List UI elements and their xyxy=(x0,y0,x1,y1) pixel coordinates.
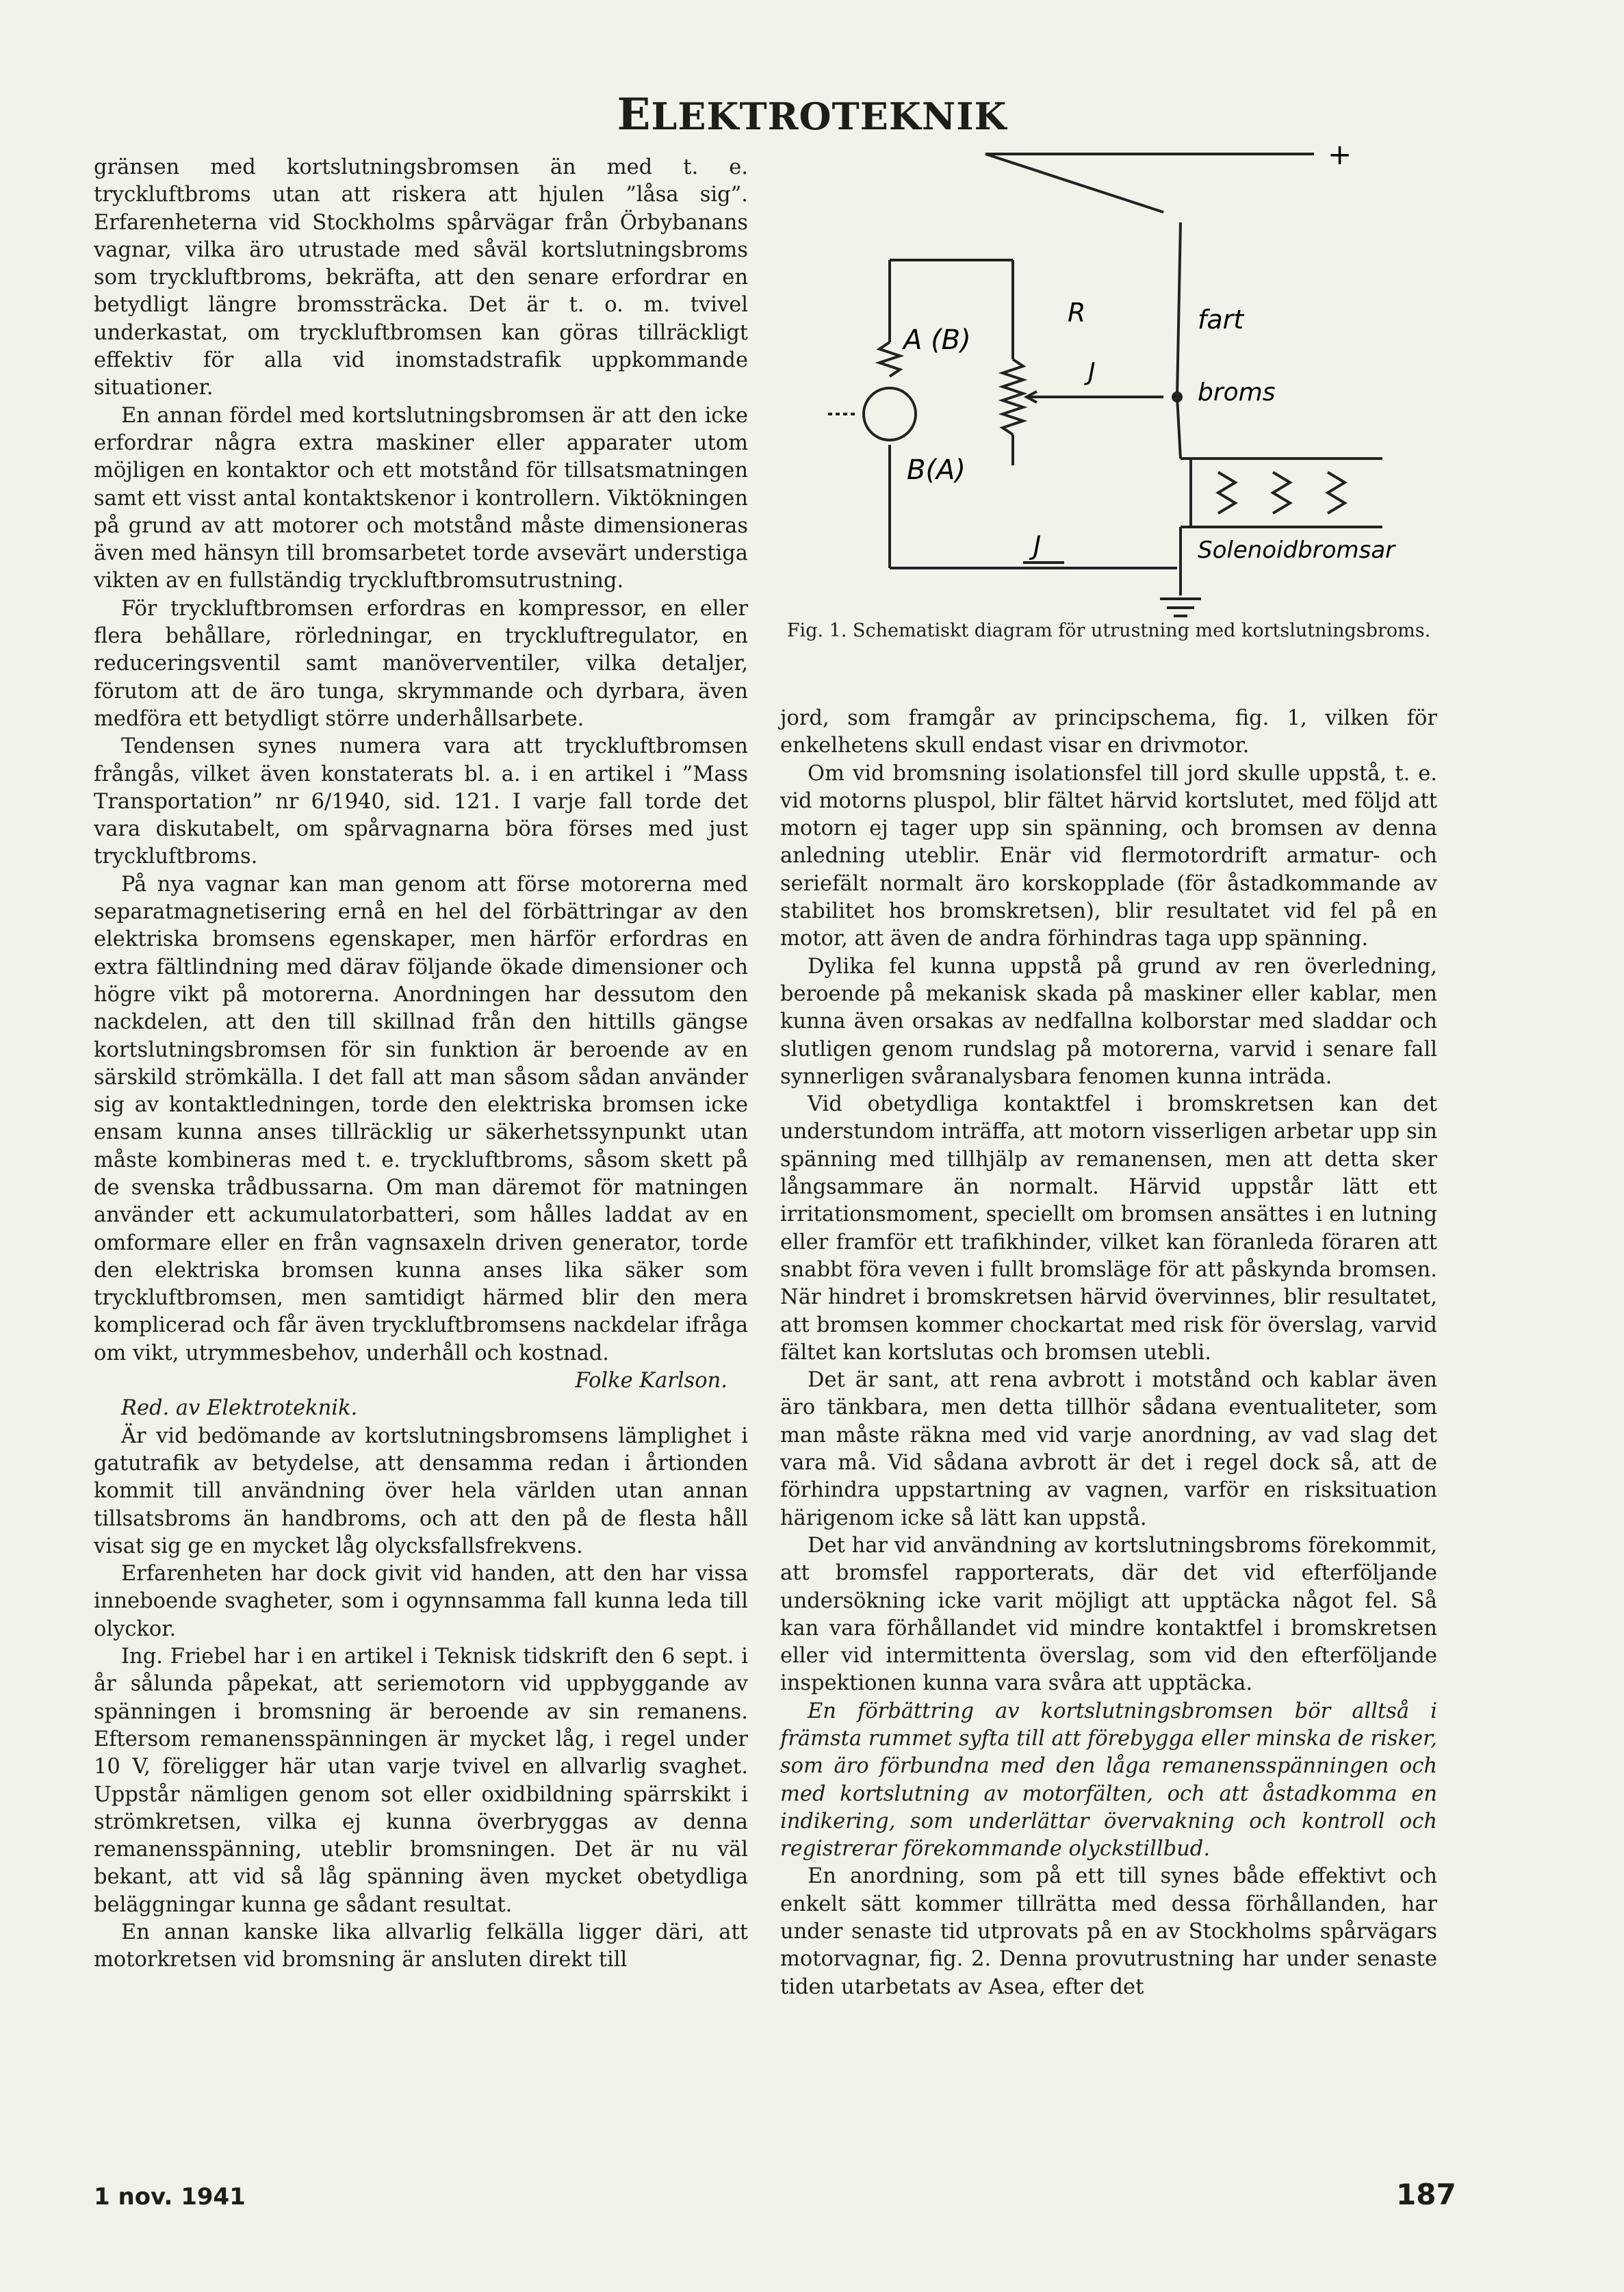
paragraph: Det är sant, att rena avbrott i motstånd och kablar även äro tänkbara, men detta tillhör sådana eventualiteter, som man måste räkna med vid varje anordning, av vad slag det vara må. Vid sådana avbrott är det i regel dock så, att de förhindra uppstartning av vagnen, varför en risksituation härigenom icke så lätt kan uppstå. xyxy=(780,1368,1437,1530)
issue-date: 1 nov. 1941 xyxy=(94,2183,246,2211)
paragraph: Det har vid användning av kortslutningsbroms förekommit, att bromsfel rapporterats, där det vid efterföljande undersökning icke varit möjligt att upptäcka något fel. Så kan vara förhållandet vid mindre kontaktfel i bromskretsen eller vid intermittenta överslag, som vid den efterföljande inspektionen kunna vara svåra att upptäcka. xyxy=(780,1533,1437,1696)
paragraph: gränsen med kortslutningsbromsen än med t. e. tryckluftbroms utan att riskera att hjulen ”låsa sig”. Erfarenheterna vid Stockholms spårvägar från Örbybanans vagnar, vilka äro utrustade med såväl kortslutningsbroms som tryckluftbroms, bekräfta, att den senare erfordrar en betydligt längre bromssträcka. Det är t. o. m. tvivel underkastat, om tryckluftbromsen kan göras tillräckligt effektiv för alla vid inomstadstrafik uppkommande situationer. xyxy=(94,155,748,400)
paragraph: För tryckluftbromsen erfordras en kompressor, en eller flera behållare, rörledningar, en tryckluftregulator, en reduceringsventil samt manöverventiler, vilka detaljer, förutom att de äro tunga, skrymmande och dyrbara, även medföra ett betydligt större underhållsarbete. xyxy=(94,596,748,731)
paragraph: En anordning, som på ett till synes både effektivt och enkelt sätt kommer tillrätta med dessa förhållanden, har under senaste tid utprovats på en av Stockholms spårvägars motorvagnar, fig. 2. Denna provutrustning har under senaste tiden utarbetats av Asea, efter det xyxy=(780,1864,1437,1999)
italic-paragraph: En förbättring av kortslutningsbromsen bör alltså i främsta rummet syfta till att förebygga eller minska de risker, som äro förbundna med den låga remanensspänningen och med kortslutning av motorfälten, och att åstadkomma en indikering, som underlättar övervakning och kontroll och registrerar förekommande olyckstillbud. xyxy=(780,1699,1437,1862)
label-j-slider: J xyxy=(1088,358,1096,386)
paragraph: jord, som framgår av principschema, fig. 1, vilken för enkelhetens skull endast visar en drivmotor. xyxy=(780,706,1437,758)
header-rest: LEKTROTEKNIK xyxy=(651,94,1007,138)
journal-header xyxy=(0,89,1624,140)
paragraph: Tendensen synes numera vara att tryckluftbromsen frångås, vilket även konstaterats bl. a. i en artikel i ”Mass Transportation” nr 6/1940, sid. 121. I varje fall torde det vara diskutabelt, om spårvagnarna böra förses med just tryckluftbroms. xyxy=(94,734,748,869)
label-a-b: A (B) xyxy=(903,324,971,356)
paragraph: Om vid bromsning isolationsfel till jord skulle uppstå, t. e. vid motorns pluspol, blir fältet härvid kortslutet, med följd att motorn ej tager upp sin spänning, och bromsen av denna anledning uteblir. Enär vid flermotordrift armatur- och seriefält normalt äro korskopplade (för åstadkommande av stabilitet hos bromskretsen), blir resultatet vid fel på en motor, att även de andra förhindras taga upp spänning. xyxy=(780,761,1437,951)
paragraph: Ing. Friebel har i en artikel i Teknisk tidskrift den 6 sept. i år sålunda påpekat, att seriemotorn vid uppbyggande av spänningen i bromsning är beroende av sin remanens. Eftersom remanensspänningen är mycket låg, i regel under 10 V, föreligger här utan varje tvivel en allvarlig svaghet. Uppstår nämligen genom sot eller oxidbildning spärrskikt i strömkretsen, vilka ej kunna överbryggas av denna remanensspänning, uteblir bromsningen. Det är nu väl bekant, att vid så låg spänning även mycket obetydliga beläggningar kunna ge sådant resultat. xyxy=(94,1645,748,1917)
figure-caption: Fig. 1. Schematiskt diagram för utrustning med kortslutningsbroms. xyxy=(786,620,1431,641)
paragraph: Är vid bedömande av kortslutningsbromsens lämplighet i gatutrafik av betydelse, att densamma redan i årtionden kommit till användning över hela världen utan annan tillsatsbroms än handbroms, och att den på de flesta håll visat sig ge en mycket låg olycksfallsfrekvens. xyxy=(94,1424,748,1558)
paragraph: Vid obetydliga kontaktfel i bromskretsen kan det understundom inträffa, att motorn visserligen arbetar upp sin spänning med tillhjälp av remanensen, men att detta sker långsammare än normalt. Härvid uppstår lätt ett irritationsmoment, speciellt om bromsen ansättes i en lutning eller framför ett trafikhinder, vilket kan föranleda föraren att snabbt föra veven i fullt bromsläge för att påskynda bromsen. När hindret i bromskretsen härvid övervinnes, blir resultatet, att bromsen kommer chockartat med risk för överslag, varvid fältet kan kortslutas och bromsen utebli. xyxy=(780,1092,1437,1365)
right-column xyxy=(780,705,1437,2001)
label-solenoid: Solenoidbromsar xyxy=(1198,537,1395,564)
page-number: 187 xyxy=(1396,2178,1456,2211)
paragraph: Dylika fel kunna uppstå på grund av ren överledning, beroende på mekanisk skada på maskiner eller kablar, men kunna även orsakas av nedfallna kolborstar med sladdar och slutligen genom rundslag på motorerna, varvid i senare fall synnerligen svåranalysbara fenomen kunna inträda. xyxy=(780,954,1437,1089)
label-b-a: B(A) xyxy=(907,454,966,486)
circuit-diagram xyxy=(780,144,1437,636)
label-broms: broms xyxy=(1198,378,1276,407)
paragraph: En annan kanske lika allvarlig felkälla ligger däri, att motorkretsen vid bromsning är ansluten direkt till xyxy=(94,1920,748,1972)
plus-label: + xyxy=(1328,144,1352,171)
label-fart: fart xyxy=(1198,305,1244,335)
paragraph: Erfarenheten har dock givit vid handen, att den har vissa inneboende svagheter, som i ogynnsamma fall kunna leda till olyckor. xyxy=(94,1562,748,1641)
paragraph: På nya vagnar kan man genom att förse motorerna med separatmagnetisering ernå en hel del förbättringar av den elektriska bromsens egenskaper, men härför erfordras en extra fältlindning med därav följande ökade dimensioner och högre vikt på motorerna. Anordningen har dessutom den nackdelen, att den till skillnad från den hittills gängse kortslutningsbromsen för sin funktion är beroende av en särskild strömkälla. I det fall att man såsom sådan använder sig av kontaktledningen, torde den elektriska bromsen icke ensam kunna anses tillräcklig ur säkerhetssynpunkt utan måste kombineras med t. e. tryckluftbroms, såsom skett på de svenska trådbussarna. Om man däremot för matningen använder ett ackumulatorbatteri, som hålles laddat av en omformare eller en från vagnsaxeln driven generator, torde den elektriska bromsen kunna anses lika säker som tryckluftbromsen, men samtidigt härmed blir den mera komplicerad och får även tryckluftbromsens nackdelar ifråga om vikt, utrymmesbehov, underhåll och kostnad. xyxy=(94,872,748,1365)
author-signature: Folke Karlson. xyxy=(575,1369,727,1393)
left-column xyxy=(94,154,748,1974)
label-r: R xyxy=(1068,298,1086,328)
label-j-bottom: J xyxy=(1033,530,1042,561)
paragraph: En annan fördel med kortslutningsbromsen är att den icke erfordrar några extra maskiner eller apparater utom möjligen en kontaktor och ett motstånd för tillsatsmatningen samt ett visst antal kontaktskenor i kontrollern. Viktökningen på grund av att motorer och motstånd måste dimensioneras även med hänsyn till bromsarbetet torde avsevärt understiga vikten av en fullständig tryckluftbromsutrustning. xyxy=(94,403,748,593)
editor-heading: Red. av Elektroteknik. xyxy=(121,1396,358,1421)
header-cap: E xyxy=(617,89,652,140)
